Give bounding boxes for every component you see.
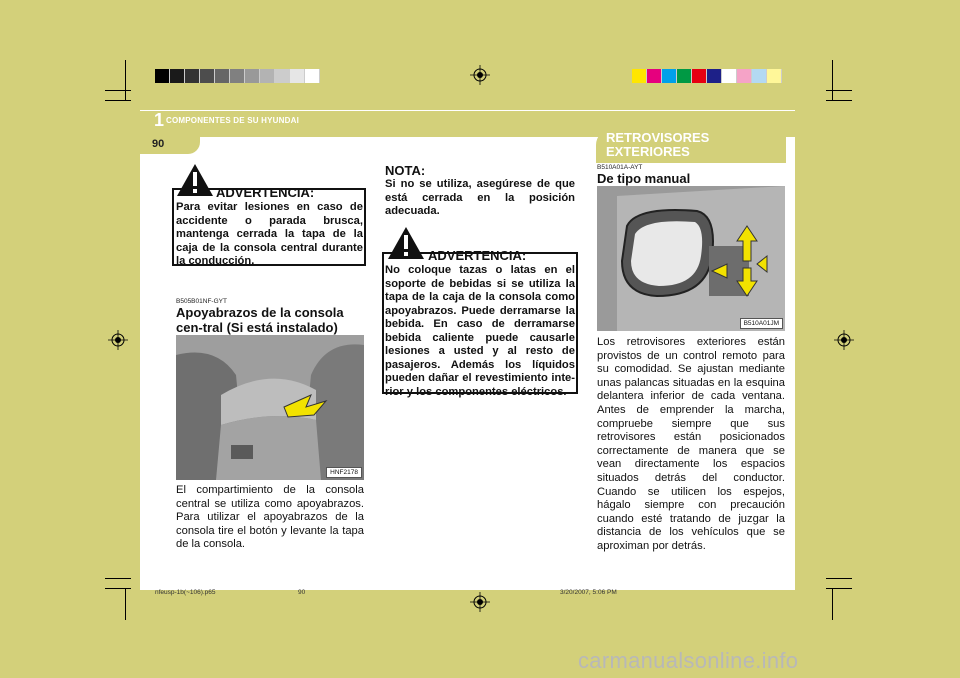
- crop-mark: [105, 100, 131, 101]
- section-code: B510A01A-AYT: [597, 164, 643, 171]
- warning-triangle-icon: [176, 163, 214, 197]
- section-title: RETROVISORES EXTERIORES: [606, 130, 710, 159]
- image-label: B510A01JM: [740, 318, 783, 329]
- section-heading: Apoyabrazos de la consola cen-tral (Si está instalado): [176, 305, 344, 335]
- footer-file: nfeusp-1b(~106).p65: [155, 589, 216, 596]
- color-swatch: [245, 69, 260, 83]
- mirror-photo: [597, 186, 785, 331]
- registration-mark-icon: [108, 330, 128, 350]
- page-number-tab: [140, 137, 200, 154]
- crop-mark: [105, 588, 131, 589]
- section-heading: De tipo manual: [597, 171, 691, 186]
- color-swatch: [275, 69, 290, 83]
- color-swatch: [692, 69, 707, 83]
- process-color-bar: [632, 69, 782, 83]
- color-swatch: [707, 69, 722, 83]
- chapter-number: 1: [154, 110, 165, 130]
- crop-mark: [105, 578, 131, 579]
- crop-mark: [105, 90, 131, 91]
- crop-mark: [826, 100, 852, 101]
- color-swatch: [662, 69, 677, 83]
- armrest-body: El compartimiento de la consola central se utiliza como apoyabrazos. Para utilizar el apoyabrazos de la consola tire el botón y levante la tapa de la consola.: [176, 484, 364, 551]
- registration-mark-icon: [834, 330, 854, 350]
- image-label: HNF2178: [326, 467, 362, 478]
- color-swatch: [647, 69, 662, 83]
- page-number: 90: [152, 138, 165, 150]
- color-swatch: [185, 69, 200, 83]
- color-swatch: [170, 69, 185, 83]
- warning-text: No coloque tazas o latas en el soporte de bebidas si se utiliza la tapa de la caja de la consola como apoyabrazos. Puede derramarse la bebida. En caso de derramarse bebida caliente puede causarle lesiones a usted y al resto de pasajeros. Además los líquidos pueden dañar el revestimiento inte-rior y los componentes eléctricos.: [385, 264, 575, 398]
- warning-triangle-icon: [387, 226, 425, 260]
- registration-mark-icon: [470, 65, 490, 85]
- color-swatch: [215, 69, 230, 83]
- color-swatch: [290, 69, 305, 83]
- mirrors-body: Los retrovisores exteriores están provistos de un control remoto para su comodidad. Se ajustan mediante unas palancas situadas en la esquina delantera inferior de cada ventana. Antes de emprender la marcha, compruebe siempre que sus retrovisores están posicionados correctamente de manera que se vean directamente los espacios situados detrás del conductor. Cuando se utilicen los espejos, hágalo siempre con precaución cuando esté tratando de juzgar la distancia de los vehículos que se aproximan por detrás.: [597, 336, 785, 552]
- warning-title: ADVERTENCIA:: [216, 185, 315, 200]
- crop-mark: [832, 588, 833, 620]
- note-title: NOTA:: [385, 163, 426, 178]
- color-swatch: [767, 69, 782, 83]
- armrest-photo: [176, 335, 364, 480]
- color-swatch: [677, 69, 692, 83]
- color-swatch: [305, 69, 320, 83]
- footer-page: 90: [298, 589, 306, 596]
- crop-mark: [826, 588, 852, 589]
- chapter-title: COMPONENTES DE SU HYUNDAI: [166, 116, 300, 125]
- color-swatch: [737, 69, 752, 83]
- color-swatch: [155, 69, 170, 83]
- footer-date: 3/20/2007, 5:06 PM: [560, 589, 617, 596]
- crop-mark: [826, 90, 852, 91]
- registration-mark-icon: [470, 592, 490, 612]
- crop-mark: [125, 588, 126, 620]
- color-swatch: [722, 69, 737, 83]
- color-swatch: [752, 69, 767, 83]
- crop-mark: [826, 578, 852, 579]
- color-swatch: [632, 69, 647, 83]
- color-swatch: [230, 69, 245, 83]
- color-swatch: [260, 69, 275, 83]
- warning-title: ADVERTENCIA:: [428, 248, 527, 263]
- warning-text: Para evitar lesiones en caso de accidente o parada brusca, mantenga cerrada la tapa de la caja de la consola central durante la conducción.: [176, 201, 363, 267]
- grayscale-color-bar: [155, 69, 320, 83]
- note-text: Si no se utiliza, asegúrese de que está cerrada en la posición adecuada.: [385, 178, 575, 218]
- section-code: B505B01NF-GYT: [176, 298, 227, 305]
- crop-mark: [125, 60, 126, 100]
- color-swatch: [200, 69, 215, 83]
- crop-mark: [832, 60, 833, 100]
- watermark: carmanualsonline.info: [578, 648, 799, 673]
